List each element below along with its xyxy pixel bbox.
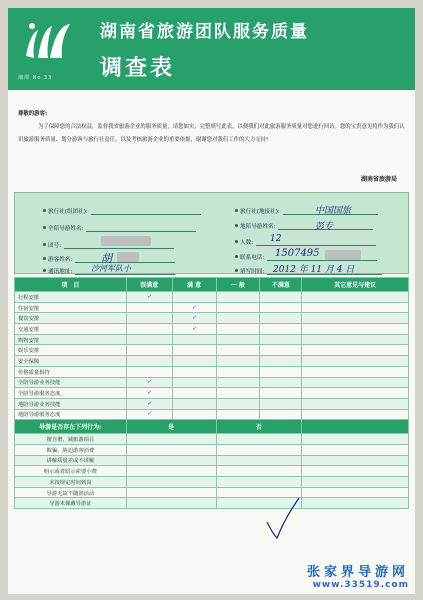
field-local-guide-name[interactable]: 地陪导游姓名:: [235, 222, 373, 230]
check-mark-icon: ✓: [146, 390, 152, 397]
handwritten-group-size: 12: [270, 234, 282, 244]
behavior-header-row: [15, 420, 409, 434]
rating-cell[interactable]: [126, 334, 172, 345]
behavior-header-label: 导游是否存在下列行为:: [15, 420, 127, 434]
check-mark-icon: ✓: [191, 325, 197, 332]
behavior-row: [15, 487, 409, 498]
comment-cell[interactable]: [302, 292, 409, 303]
no-cell[interactable]: [216, 477, 302, 488]
rating-cell[interactable]: [216, 313, 260, 324]
behavior-blank-cell: [302, 498, 409, 509]
satisfaction-table: [14, 277, 409, 509]
behavior-label: 欺骗、胁迫游客消费: [15, 444, 127, 455]
behavior-blank-cell: [302, 466, 409, 477]
handwritten-date: 2012 年 11 月 4 日: [273, 265, 355, 275]
rating-cell[interactable]: [260, 366, 302, 377]
yes-cell[interactable]: [126, 466, 216, 477]
row-item-label: 购物安排: [15, 334, 127, 345]
rating-cell[interactable]: [172, 345, 216, 356]
behavior-blank-cell: [302, 477, 409, 488]
col-header-dissatisfied: 不满意: [260, 278, 302, 292]
behavior-header-no: 否: [216, 420, 302, 434]
rating-cell[interactable]: [260, 388, 302, 399]
rating-rows: [15, 292, 409, 420]
field-fill-date[interactable]: 填写时间:: [235, 267, 382, 275]
handwritten-phone: 1507495: [275, 248, 320, 259]
behavior-row: [15, 455, 409, 466]
rating-cell[interactable]: [260, 345, 302, 356]
comment-cell[interactable]: [302, 398, 409, 409]
check-mark-icon: ✓: [191, 304, 197, 311]
redacted-group-number: [101, 236, 151, 246]
table-row: [15, 324, 409, 335]
form-title-line2: 调查表: [100, 56, 176, 81]
rating-cell[interactable]: [126, 313, 172, 324]
intro-body: 为了保障您的合法权益，监督我省旅游企业的服务质量，请您如实、完整填写此表，以便我们对此旅游服务质量对您进行回访。您的宝贵意见将作为我们认识旅游服务质量、划分游客与旅行社责任、以及考核旅游企业的重要依据，谢谢您对我们工作的大力支持!: [18, 124, 405, 143]
row-item-label: 行程安排: [15, 292, 127, 303]
behavior-row: [15, 444, 409, 455]
rating-cell[interactable]: [216, 345, 260, 356]
check-mark-icon: ✓: [146, 400, 152, 407]
table-row: [15, 334, 409, 345]
rating-cell[interactable]: [260, 356, 302, 367]
field-organizing-agency[interactable]: 旅行社(组团社):: [43, 207, 201, 215]
behavior-header-blank: [302, 420, 409, 434]
rating-cell[interactable]: [172, 292, 216, 303]
no-cell[interactable]: [216, 466, 302, 477]
rating-cell[interactable]: [260, 398, 302, 409]
table-row: [15, 409, 409, 420]
rating-cell[interactable]: [172, 398, 216, 409]
behavior-rows: [15, 434, 409, 509]
rating-cell[interactable]: [172, 302, 216, 313]
rating-cell[interactable]: [216, 398, 260, 409]
rating-cell[interactable]: [126, 398, 172, 409]
col-header-comments: 其它意见与建议: [302, 278, 409, 292]
check-mark-icon: ✓: [146, 411, 152, 418]
rating-cell[interactable]: [216, 324, 260, 335]
table-row: [15, 313, 409, 324]
behavior-label: 导游无故不随团活动: [15, 487, 127, 498]
intro-text: [18, 108, 408, 147]
rating-cell[interactable]: [172, 366, 216, 377]
rating-cell[interactable]: [172, 334, 216, 345]
yes-cell[interactable]: [126, 444, 216, 455]
rating-cell[interactable]: [126, 356, 172, 367]
tourist-info-section: [14, 192, 409, 274]
comment-cell[interactable]: [302, 356, 409, 367]
row-item-label: 餐饮安排: [15, 313, 127, 324]
comment-cell[interactable]: [302, 334, 409, 345]
handwritten-address: 沙河军队小: [91, 264, 131, 273]
rating-cell[interactable]: [126, 345, 172, 356]
yes-cell[interactable]: [126, 477, 216, 488]
rating-cell[interactable]: [260, 313, 302, 324]
comment-cell[interactable]: [302, 313, 409, 324]
row-item-label: 全陪导游服务态度: [15, 388, 127, 399]
table-row: [15, 377, 409, 388]
check-mark-icon: ✓: [146, 379, 152, 386]
yes-cell[interactable]: [126, 434, 216, 445]
behavior-row: [15, 498, 409, 509]
col-header-item: 项 目: [15, 278, 127, 292]
table-row: [15, 356, 409, 367]
watermark-site-name: 张家界导游网: [306, 565, 409, 580]
rating-cell[interactable]: [216, 356, 260, 367]
field-group-size[interactable]: 人数:: [235, 238, 376, 246]
survey-form-page: [8, 8, 415, 594]
no-cell[interactable]: [216, 434, 302, 445]
rating-cell[interactable]: [126, 302, 172, 313]
handwritten-no-check-icon: [263, 494, 303, 544]
comment-cell[interactable]: [302, 409, 409, 420]
behavior-label: 讲解质量差或不讲解: [15, 455, 127, 466]
behavior-blank-cell: [302, 434, 409, 445]
table-row: [15, 388, 409, 399]
comment-cell[interactable]: [302, 345, 409, 356]
rating-cell[interactable]: [216, 377, 260, 388]
comment-cell[interactable]: [302, 377, 409, 388]
behavior-blank-cell: [302, 444, 409, 455]
field-group-number[interactable]: 团号:: [43, 241, 174, 249]
header-banner: [8, 8, 415, 90]
rating-cell[interactable]: [126, 292, 172, 303]
yes-cell[interactable]: [126, 487, 216, 498]
rating-cell[interactable]: [172, 388, 216, 399]
field-local-agency[interactable]: 旅行社(地接社):: [235, 207, 378, 215]
behavior-header-yes: 是: [126, 420, 216, 434]
field-address[interactable]: 通讯地址:: [43, 267, 175, 275]
comment-cell[interactable]: [302, 324, 409, 335]
yes-cell[interactable]: [126, 455, 216, 466]
behavior-blank-cell: [302, 487, 409, 498]
yes-cell[interactable]: [126, 498, 216, 509]
watermark-url: www.33519.com: [312, 580, 409, 590]
redacted-tourist-name: [117, 252, 139, 262]
table-header-row: [15, 278, 409, 292]
comment-cell[interactable]: [302, 302, 409, 313]
rating-cell[interactable]: [216, 302, 260, 313]
field-tourist-name[interactable]: 游客姓名:: [43, 255, 175, 263]
logo-caption: 湘潭 No.33: [18, 75, 53, 81]
behavior-blank-cell: [302, 455, 409, 466]
check-mark-icon: ✓: [146, 293, 152, 300]
rating-cell[interactable]: [260, 324, 302, 335]
behavior-label: 导游未佩戴导游证: [15, 498, 127, 509]
table-row: [15, 302, 409, 313]
no-cell[interactable]: [216, 444, 302, 455]
rating-cell[interactable]: [216, 366, 260, 377]
row-item-label: 娱乐安排: [15, 345, 127, 356]
rating-cell[interactable]: [126, 388, 172, 399]
behavior-label: 擅自增、减旅游项目: [15, 434, 127, 445]
row-item-label: 交通安排: [15, 324, 127, 335]
handwritten-local-agency: 中国国旅: [315, 206, 352, 216]
behavior-row: [15, 434, 409, 445]
form-title-line1: 湖南省旅游团队服务质量: [100, 22, 309, 42]
watermark: [307, 561, 409, 590]
rating-cell[interactable]: [260, 409, 302, 420]
behavior-label: 未按规定时间到岗: [15, 477, 127, 488]
row-item-label: 地陪导游服务态度: [15, 409, 127, 420]
col-header-satisfied: 满 意: [172, 278, 216, 292]
rating-cell[interactable]: [172, 324, 216, 335]
rating-cell[interactable]: [172, 356, 216, 367]
check-mark-icon: ✓: [191, 315, 197, 322]
rating-cell[interactable]: [126, 324, 172, 335]
row-item-label: 地陪导游业务技能: [15, 398, 127, 409]
tourism-logo-icon: [18, 16, 76, 72]
behavior-row: [15, 477, 409, 488]
comment-cell[interactable]: [302, 388, 409, 399]
field-tour-leader-name[interactable]: 全陪导游姓名:: [43, 224, 196, 232]
row-item-label: 住宿安排: [15, 302, 127, 313]
behavior-row: [15, 466, 409, 477]
col-header-average: 一 般: [216, 278, 260, 292]
rating-cell[interactable]: [216, 388, 260, 399]
rating-cell[interactable]: [260, 334, 302, 345]
rating-cell[interactable]: [126, 377, 172, 388]
rating-cell[interactable]: [172, 377, 216, 388]
col-header-very-satisfied: 很满意: [126, 278, 172, 292]
table-row: [15, 345, 409, 356]
table-row: [15, 292, 409, 303]
no-cell[interactable]: [216, 455, 302, 466]
rating-cell[interactable]: [260, 377, 302, 388]
issuer-signature: 湖南省旅游局: [360, 176, 397, 183]
handwritten-tourist-name: 胡: [101, 252, 112, 265]
redacted-phone-digits: [325, 250, 361, 260]
handwritten-guide-name: 彭专: [315, 222, 334, 232]
row-item-label: 全陪导游业务技能: [15, 377, 127, 388]
rating-cell[interactable]: [172, 409, 216, 420]
behavior-label: 明示或者暗示索要小费: [15, 466, 127, 477]
rating-cell[interactable]: [216, 292, 260, 303]
comment-cell[interactable]: [302, 366, 409, 377]
rating-cell[interactable]: [126, 366, 172, 377]
row-item-label: 价格质量相符: [15, 366, 127, 377]
table-row: [15, 366, 409, 377]
greeting: 尊敬的游客:: [18, 111, 48, 117]
row-item-label: 安全保障: [15, 356, 127, 367]
field-phone[interactable]: 联系电话:: [235, 253, 377, 261]
rating-cell[interactable]: [216, 409, 260, 420]
rating-cell[interactable]: [172, 313, 216, 324]
rating-cell[interactable]: [216, 334, 260, 345]
table-row: [15, 398, 409, 409]
rating-cell[interactable]: [260, 292, 302, 303]
rating-cell[interactable]: [126, 409, 172, 420]
rating-cell[interactable]: [260, 302, 302, 313]
